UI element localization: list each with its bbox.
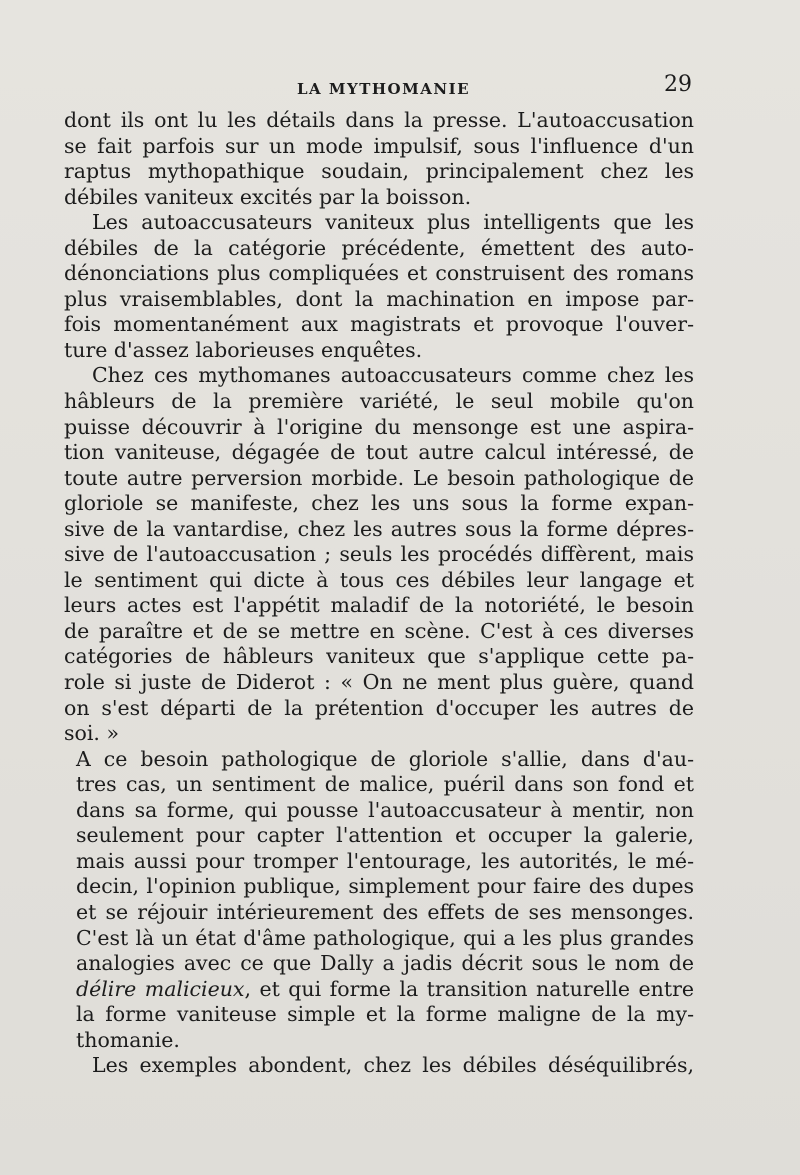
text-line: plus vraisemblables, dont la machination en impose par-: [64, 286, 694, 311]
text-line: C'est là un état d'âme pathologique, qui a les plus grandes: [76, 925, 694, 950]
text-line: toute autre perversion morbide. Le besoin pathologique de: [64, 465, 694, 490]
text-line: et se réjouir intérieurement des effets de ses mensonges.: [76, 899, 694, 924]
text-line: hâbleurs de la première variété, le seul mobile qu'on: [64, 389, 694, 414]
text-line: soi. »: [64, 721, 119, 746]
text-line: raptus mythopathique soudain, principalement chez les: [64, 159, 694, 184]
paragraph-first-line: Les autoaccusateurs vaniteux plus intelligents que les: [92, 210, 694, 235]
text-line: on s'est départi de la prétention d'occuper les autres de: [64, 695, 694, 720]
text-line: fois momentanément aux magistrats et provoque l'ouver-: [64, 312, 694, 337]
text-line: puisse découvrir à l'origine du mensonge est une aspira-: [64, 414, 694, 439]
text-line: analogies avec ce que Dally a jadis décrit sous le nom de: [76, 951, 694, 976]
text-line: leurs actes est l'appétit maladif de la notoriété, le besoin: [64, 593, 694, 618]
paragraph-first-line: Les exemples abondent, chez les débiles déséquilibrés,: [92, 1053, 694, 1078]
text-line: dont ils ont lu les détails dans la presse. L'autoaccusation: [64, 108, 694, 132]
text-line: la forme vaniteuse simple et la forme maligne de la my-: [76, 1002, 694, 1027]
text-line: ture d'assez laborieuses enquêtes.: [64, 337, 423, 362]
text-line: catégories de hâbleurs vaniteux que s'applique cette pa-: [64, 644, 694, 669]
running-title: LA MYTHOMANIE: [297, 80, 471, 98]
text-line-rest: , et qui forme la transition naturelle entre: [244, 976, 695, 1001]
body-text: [64, 108, 694, 1079]
text-line: [64, 977, 694, 1003]
text-line: débiles de la catégorie précédente, émettent des auto-: [64, 235, 694, 260]
text-line: mais aussi pour tromper l'entourage, les autorités, le mé-: [76, 848, 694, 873]
text-line: de paraître et de se mettre en scène. C'est à ces diverses: [64, 618, 694, 643]
text-line: débiles vaniteux excités par la boisson.: [64, 184, 472, 209]
italic-term: délire malicieux: [76, 976, 245, 1001]
page-header: [60, 72, 692, 102]
text-line: sive de la vantardise, chez les autres sous la forme dépres-: [64, 516, 694, 541]
text-line: tion vaniteuse, dégagée de tout autre calcul intéressé, de: [64, 440, 694, 465]
text-line: le sentiment qui dicte à tous ces débiles leur langage et: [64, 567, 694, 592]
text-line: seulement pour capter l'attention et occuper la galerie,: [76, 823, 694, 848]
text-line: tres cas, un sentiment de malice, puéril dans son fond et: [76, 772, 694, 797]
text-line: decin, l'opinion publique, simplement pour faire des dupes: [76, 874, 694, 899]
paragraph-first-line: A ce besoin pathologique de gloriole s'allie, dans d'au-: [76, 746, 694, 771]
page-number: 29: [664, 72, 692, 97]
text-line: gloriole se manifeste, chez les uns sous la forme expan-: [64, 491, 694, 516]
paragraph-first-line: Chez ces mythomanes autoaccusateurs comme chez les: [92, 363, 694, 388]
text-line: se fait parfois sur un mode impulsif, sous l'influence d'un: [64, 133, 694, 158]
text-line: sive de l'autoaccusation ; seuls les procédés diffèrent, mais: [64, 542, 694, 567]
text-line: thomanie.: [76, 1027, 180, 1052]
text-line: dans sa forme, qui pousse l'autoaccusateur à mentir, non: [76, 797, 694, 822]
text-line: role si juste de Diderot : « On ne ment plus guère, quand: [64, 670, 694, 695]
text-line: dénonciations plus compliquées et construisent des romans: [64, 261, 694, 286]
